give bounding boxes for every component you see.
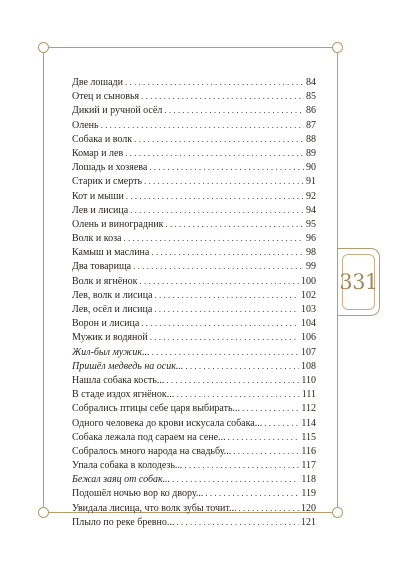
toc-entry [72, 359, 316, 373]
toc-entry-page: 87 [306, 119, 316, 131]
toc-dot-leader [242, 401, 299, 415]
toc-entry-page: 103 [301, 304, 316, 315]
toc-dot-leader [166, 373, 299, 387]
toc-entry-page: 115 [301, 431, 316, 443]
toc-entry-page: 96 [306, 233, 316, 245]
toc-entry-title: Мужик и водяной [72, 332, 148, 344]
toc-dot-leader [152, 345, 299, 359]
toc-entry-page: 98 [306, 247, 316, 259]
toc-entry [72, 132, 316, 146]
toc-entry [72, 217, 316, 231]
toc-dot-leader [133, 259, 304, 273]
toc-entry [72, 75, 316, 89]
toc-entry [72, 245, 316, 259]
toc-entry [72, 103, 316, 117]
toc-dot-leader [150, 330, 299, 344]
toc-entry-page: 112 [301, 403, 316, 415]
toc-entry [72, 472, 316, 486]
toc-dot-leader [205, 486, 299, 500]
toc-entry [72, 401, 316, 415]
toc-entry-title: Лев, осёл и лисица [72, 304, 153, 315]
toc-entry-page: 104 [301, 318, 316, 330]
toc-dot-leader [144, 174, 304, 188]
toc-entry-title: Собака лежала под сараем на сене... [72, 431, 226, 443]
toc-entry-page: 86 [306, 105, 316, 117]
toc-entry-title: Два товарища [72, 261, 132, 273]
page-number-tab-inner [339, 254, 378, 310]
toc-entry-title: Увидала лисица, что волк зубы точит... [72, 502, 237, 514]
toc-entry [72, 274, 316, 288]
toc-entry [72, 146, 316, 160]
toc-entry-page: 121 [301, 516, 316, 528]
toc-dot-leader [184, 458, 299, 472]
toc-entry-page: 110 [301, 374, 316, 386]
toc-entry-title: Подошёл ночью вор ко двору... [72, 488, 204, 500]
toc-entry-title: Волк и ягнёнок [72, 275, 138, 287]
toc-dot-leader [151, 245, 304, 259]
toc-dot-leader [154, 302, 299, 316]
toc-entry-title: Собралось много народа на свадьбу... [72, 445, 232, 457]
toc-entry [72, 231, 316, 245]
toc-entry-title: Кот и мыши [72, 190, 124, 202]
toc-entry [72, 259, 316, 273]
toc-dot-leader [185, 359, 299, 373]
toc-dot-leader [149, 160, 304, 174]
page-number-tab [338, 248, 380, 316]
toc-dot-leader [101, 118, 304, 132]
toc-entry-title: Пришёл медведь на осик... [72, 360, 184, 372]
toc-entry [72, 118, 316, 132]
toc-entry [72, 302, 316, 316]
toc-entry [72, 458, 316, 472]
toc-entry [72, 189, 316, 203]
toc-entry [72, 515, 316, 529]
toc-entry-page: 95 [306, 218, 316, 230]
toc-entry-page: 94 [306, 204, 316, 216]
toc-entry-title: Дикий и ручной осёл [72, 105, 163, 117]
toc-entry-page: 88 [306, 133, 316, 145]
frame-corner-ornament [332, 42, 343, 53]
toc-dot-leader [155, 288, 299, 302]
toc-dot-leader [233, 444, 299, 458]
toc-entry [72, 430, 316, 444]
toc-dot-leader [172, 472, 299, 486]
toc-entry-title: Камыш и маслина [72, 247, 150, 259]
toc-entry-page: 100 [301, 275, 316, 287]
toc-entry-title: Волк и коза [72, 233, 122, 245]
toc-entry [72, 444, 316, 458]
toc-entry [72, 203, 316, 217]
toc-dot-leader [126, 189, 304, 203]
toc-entry-page: 120 [301, 502, 316, 514]
toc-entry-title: Лев и лисица [72, 204, 129, 216]
toc-entry [72, 174, 316, 188]
toc-entry-title: Собака и волк [72, 133, 133, 145]
toc-entry-title: В стаде издох ягнёнок... [72, 389, 175, 401]
toc-entry-page: 117 [301, 460, 316, 472]
toc-entry-title: Одного человека до крови искусала собака... [72, 417, 263, 429]
toc-dot-leader [141, 89, 304, 103]
frame-corner-ornament [332, 507, 343, 518]
toc-dot-leader [130, 203, 304, 217]
toc-entry-page: 102 [301, 289, 316, 301]
toc-entry-page: 106 [301, 332, 316, 344]
toc-entry [72, 160, 316, 174]
toc-entry-title: Упала собака в колодезь... [72, 460, 183, 472]
toc-entry [72, 316, 316, 330]
toc-entry-title: Нашла собака кость... [72, 374, 165, 386]
toc-dot-leader [141, 316, 299, 330]
toc-dot-leader [166, 217, 304, 231]
toc-entry-title: Олень и виноградник [72, 218, 164, 230]
toc-entry [72, 486, 316, 500]
toc-entry [72, 330, 316, 344]
toc-entry-title: Жил-был мужик... [72, 346, 150, 358]
toc-entry-title: Ворон и лисица [72, 318, 140, 330]
toc-entry-title: Старик и смерть [72, 176, 143, 188]
toc-entry-page: 118 [301, 474, 316, 486]
toc-entry-title: Олень [72, 119, 99, 131]
toc-dot-leader [164, 103, 304, 117]
toc-entry [72, 288, 316, 302]
toc-entry-page: 99 [306, 261, 316, 273]
toc-entry-page: 114 [301, 417, 316, 429]
table-of-contents [72, 75, 316, 529]
toc-entry [72, 387, 316, 401]
toc-dot-leader [176, 515, 299, 529]
toc-dot-leader [125, 146, 304, 160]
toc-dot-leader [228, 430, 300, 444]
page-number: 331 [339, 270, 378, 294]
toc-entry-title: Отец и сыновья [72, 91, 140, 103]
toc-entry-title: Две лошади [72, 77, 123, 88]
toc-entry-page: 111 [301, 389, 316, 401]
toc-entry-title: Лошадь и хозяева [72, 162, 148, 174]
toc-dot-leader [123, 231, 304, 245]
toc-entry-page: 108 [301, 360, 316, 372]
toc-entry [72, 501, 316, 515]
toc-entry [72, 89, 316, 103]
toc-entry-title: Комар и лев [72, 147, 124, 159]
toc-entry-page: 90 [306, 162, 316, 174]
toc-entry-page: 119 [301, 488, 316, 500]
toc-entry [72, 373, 316, 387]
toc-entry [72, 416, 316, 430]
toc-dot-leader [134, 132, 304, 146]
frame-corner-ornament [38, 507, 49, 518]
toc-entry-page: 92 [306, 190, 316, 202]
toc-entry-page: 89 [306, 147, 316, 159]
toc-entry-title: Плыло по реке бревно... [72, 516, 175, 528]
toc-entry-page: 107 [301, 346, 316, 358]
toc-entry-title: Лев, волк и лисица [72, 289, 153, 301]
frame-corner-ornament [38, 42, 49, 53]
toc-entry-page: 84 [306, 77, 316, 88]
toc-dot-leader [264, 416, 299, 430]
toc-entry-page: 91 [306, 176, 316, 188]
toc-entry-title: Собрались птицы себе царя выбирать... [72, 403, 241, 415]
toc-dot-leader [176, 387, 300, 401]
toc-entry [72, 345, 316, 359]
toc-entry-page: 85 [306, 91, 316, 103]
toc-dot-leader [139, 274, 299, 288]
toc-entry-page: 116 [301, 445, 316, 457]
toc-dot-leader [125, 75, 304, 89]
toc-entry-title: Бежал заяц от собак... [72, 474, 171, 486]
toc-dot-leader [239, 501, 299, 515]
